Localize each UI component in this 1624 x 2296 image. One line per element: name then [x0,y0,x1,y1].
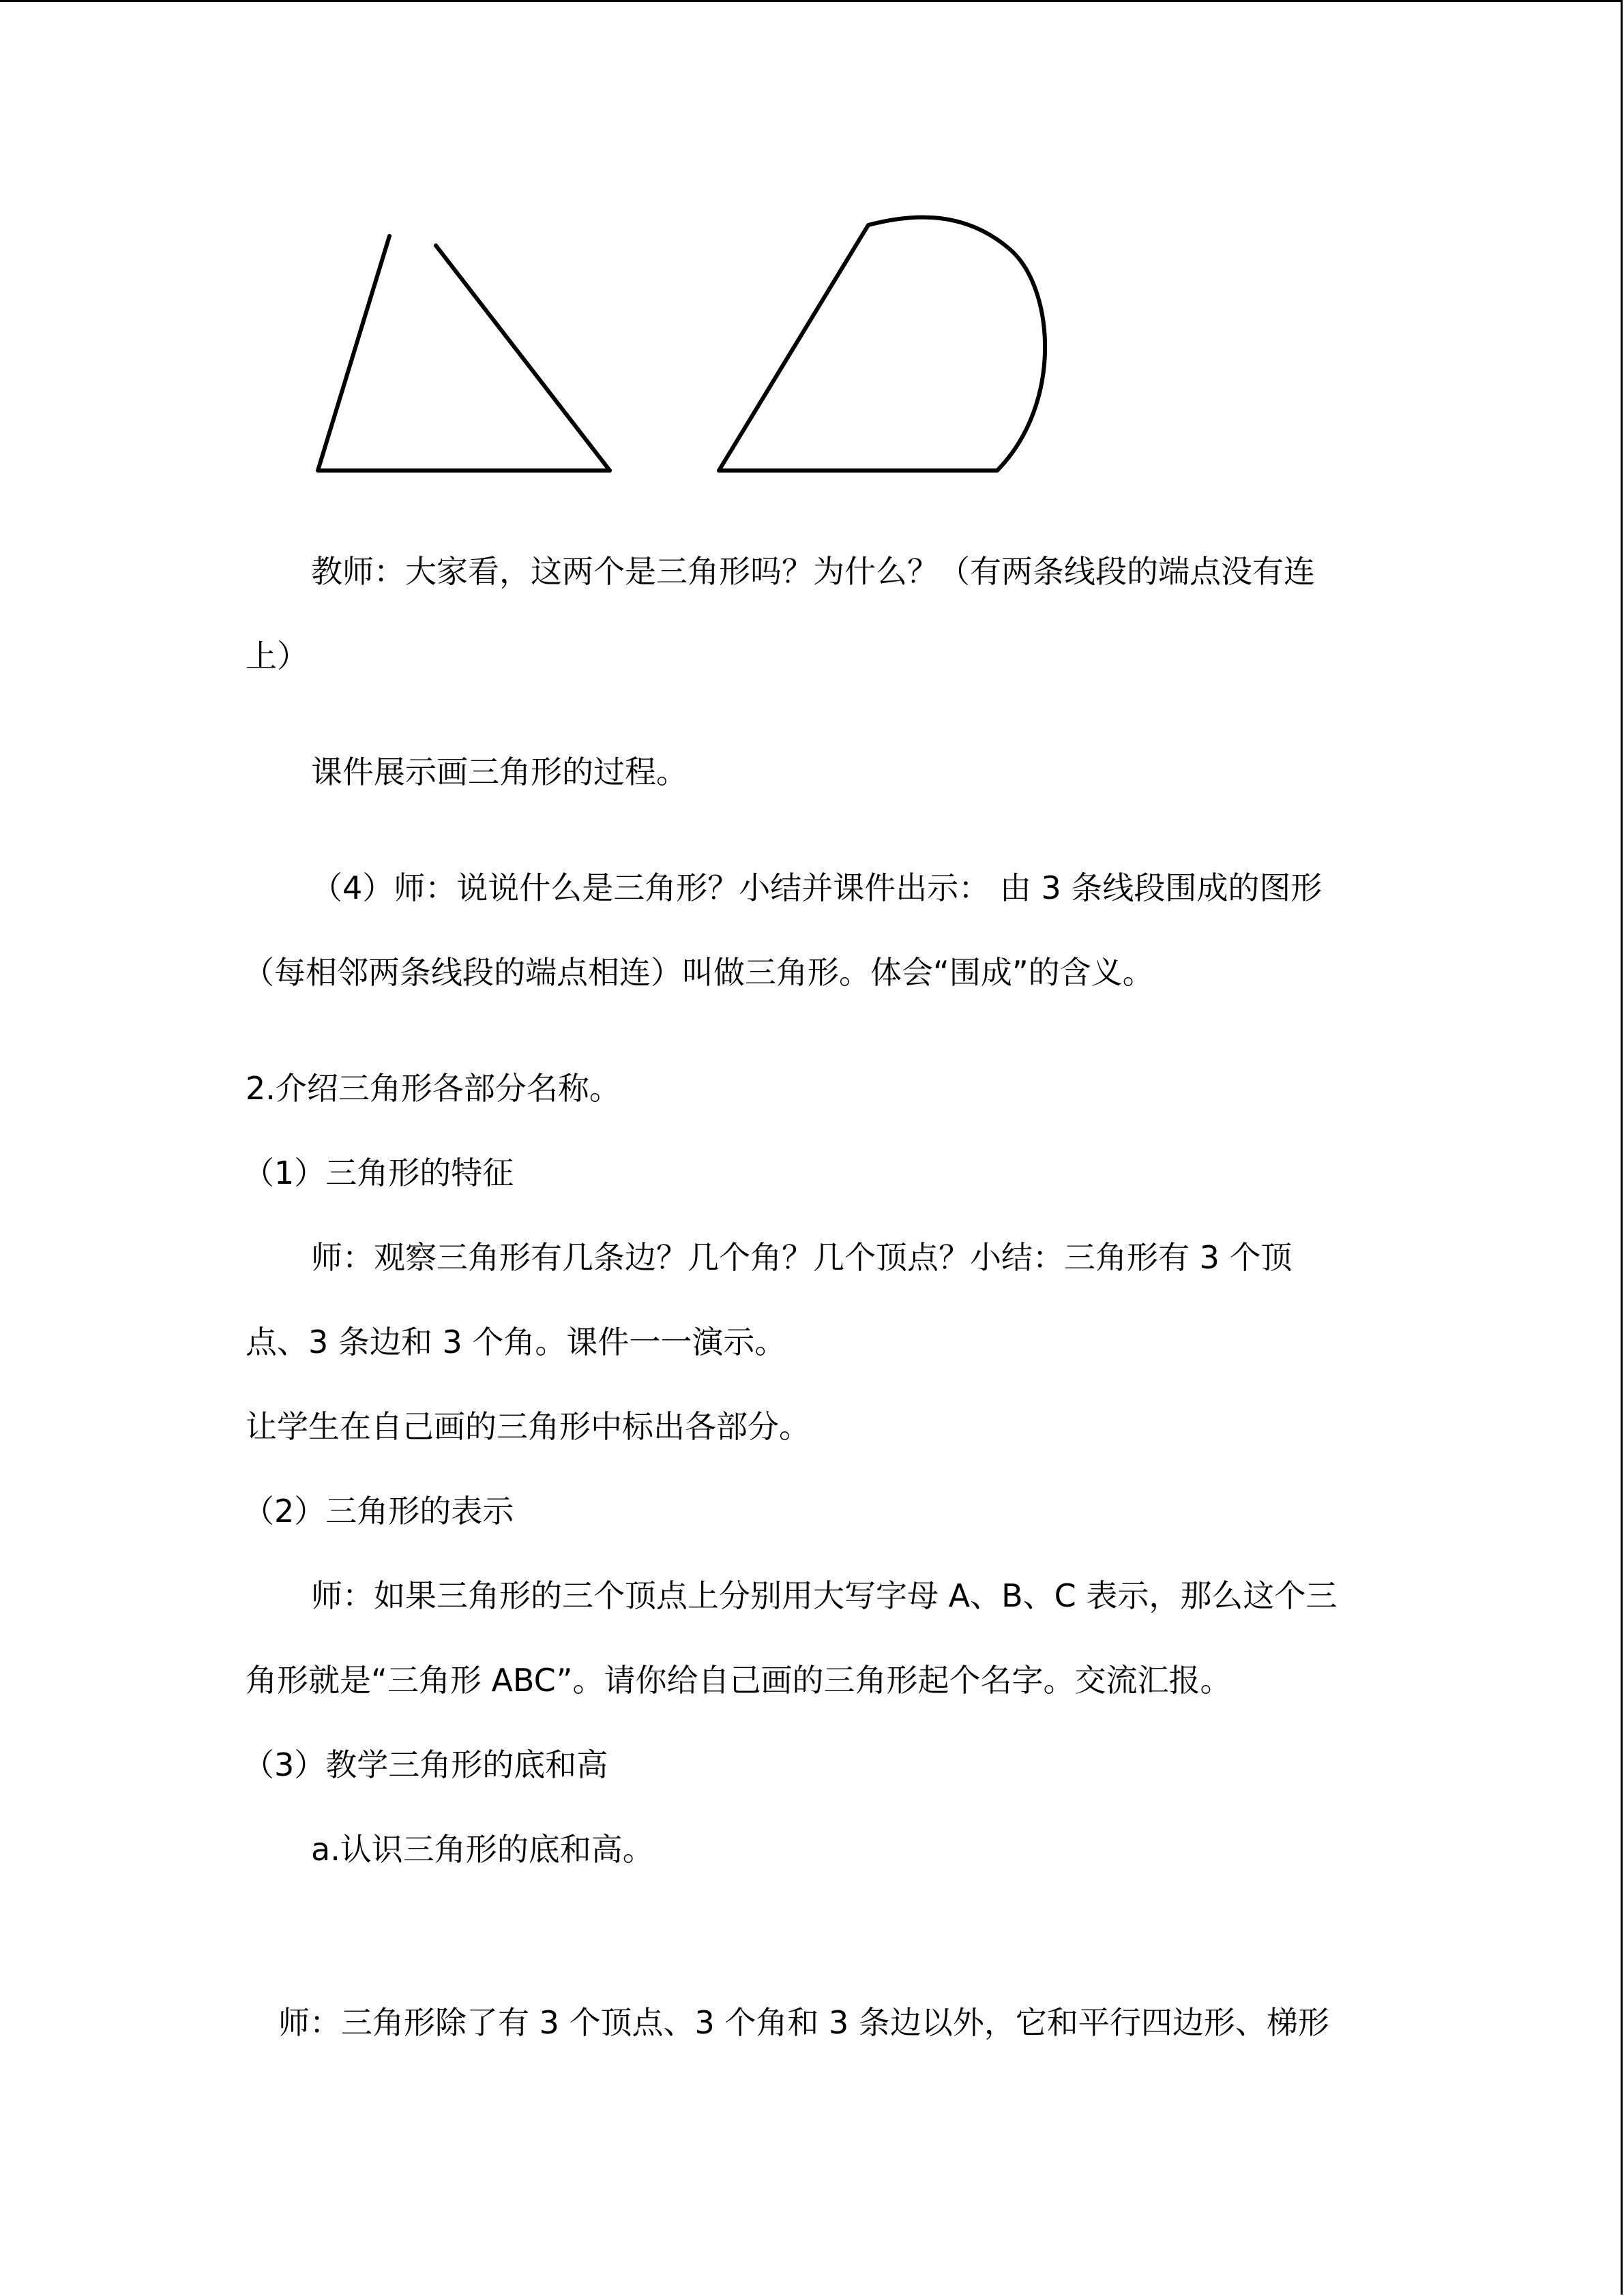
paragraph-line-12: 师：三角形除了有 3 个顶点、3 个角和 3 条边以外，它和平行四边形、梯形 [278,2004,1329,2041]
paragraph-line-8: 让学生在自己画的三角形中标出各部分。 [246,1408,810,1445]
open-triangle-figure [318,236,610,471]
subheading-3: （3）教学三角形的底和高 [243,1746,608,1783]
open-triangle-left-and-base [318,236,610,471]
paragraph-line-7: 点、3 条边和 3 个角。课件一一演示。 [246,1324,786,1360]
paragraph-line-10: 角形就是“三角形 ABC”。请你给自己画的三角形起个名字。交流汇报。 [246,1662,1232,1699]
subheading-1: （1）三角形的特征 [243,1154,514,1191]
non-triangle-figures [0,0,1624,518]
subheading-2: （2）三角形的表示 [243,1493,514,1530]
open-triangle-right-side [436,245,610,471]
paragraph-line-1: 教师：大家看，这两个是三角形吗？为什么？（有两条线段的端点没有连 [311,553,1315,590]
paragraph-line-9: 师：如果三角形的三个顶点上分别用大写字母 A、B、C 表示，那么这个三 [311,1577,1338,1614]
paragraph-line-6: 师：观察三角形有几条边？几个角？几个顶点？小结：三角形有 3 个顶 [311,1239,1293,1276]
paragraph-line-4: （4）师：说说什么是三角形？小结并课件出示： 由 3 条线段围成的图形 [311,869,1323,906]
curved-side-figure [719,218,1045,471]
paragraph-line-11: a.认识三角形的底和高。 [311,1831,654,1868]
section-heading-2: 2.介绍三角形各部分名称。 [246,1070,621,1107]
paragraph-line-2: 上） [246,638,308,674]
paragraph-line-3: 课件展示画三角形的过程。 [311,754,688,790]
paragraph-line-5: （每相邻两条线段的端点相连）叫做三角形。体会“围成”的含义。 [243,954,1154,991]
